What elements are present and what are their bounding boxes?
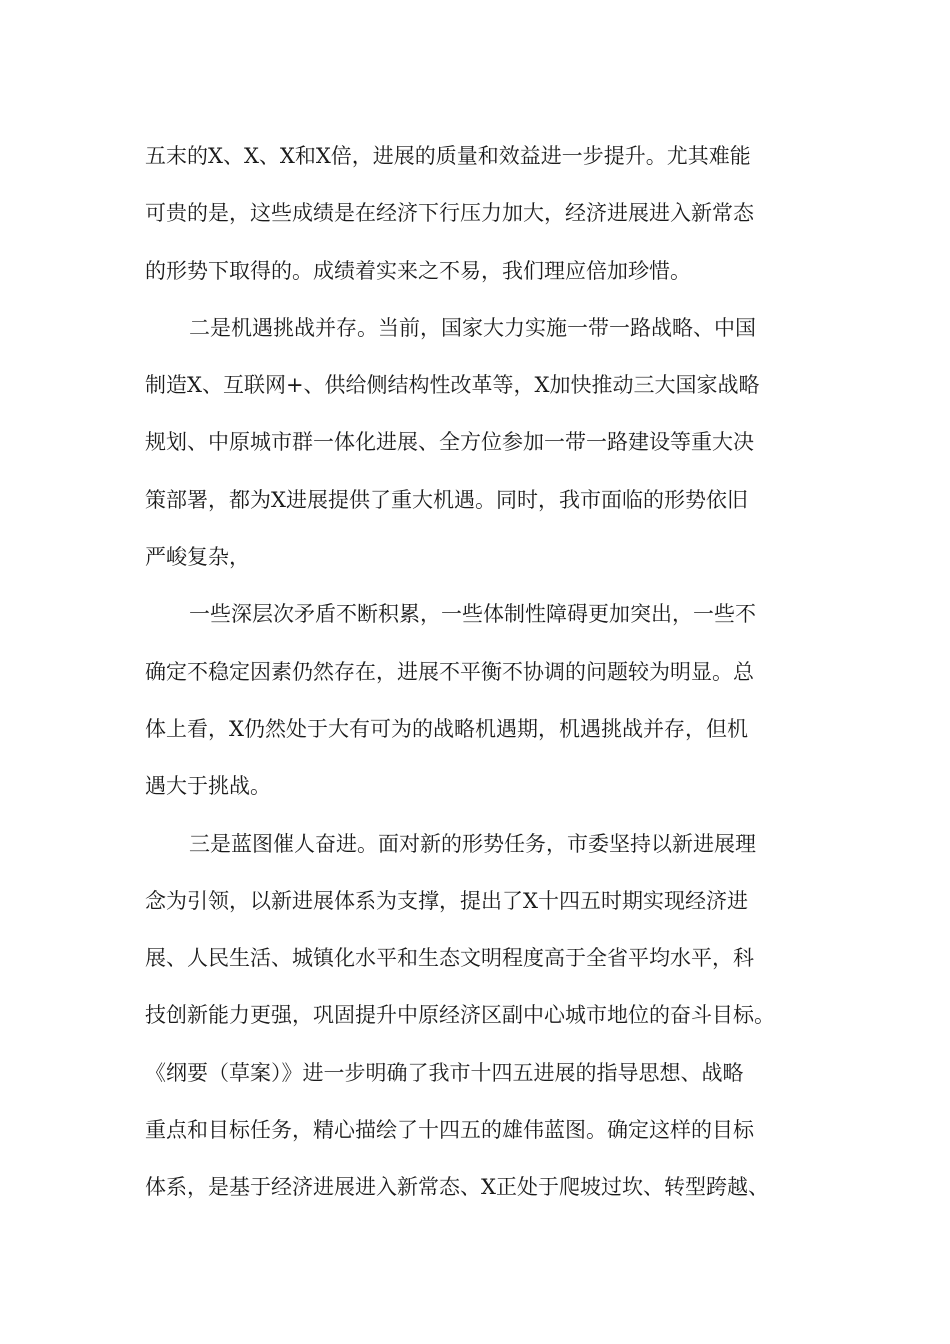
text-line: 策部署，都为X进展提供了重大机遇。同时，我市面临的形势依旧 — [145, 487, 748, 512]
text-line: 严峻复杂， — [145, 545, 250, 570]
text-line: 确定不稳定因素仍然存在，进展不平衡不协调的问题较为明显。总 — [145, 659, 754, 684]
text-line: 规划、中原城市群一体化进展、全方位参加一带一路建设等重大决 — [145, 430, 754, 455]
text-line: 遇大于挑战。 — [145, 774, 271, 799]
paragraph-start-line: 一些深层次矛盾不断积累，一些体制性障碍更加突出，一些不 — [189, 602, 756, 627]
document-body-text — [145, 128, 825, 1217]
text-line: 五末的X、X、X和X倍，进展的质量和效益进一步提升。尤其难能 — [145, 144, 751, 168]
text-line: 技创新能力更强，巩固提升中原经济区副中心城市地位的奋斗目标。 — [145, 1003, 775, 1028]
text-line: 重点和目标任务，精心描绘了十四五的雄伟蓝图。确定这样的目标 — [145, 1118, 754, 1143]
paragraph-start-line: 二是机遇挑战并存。当前，国家大力实施一带一路战略、中国 — [189, 315, 756, 340]
paragraph-start-line: 三是蓝图催人奋进。面对新的形势任务，市委坚持以新进展理 — [189, 831, 756, 856]
text-line: 的形势下取得的。成绩着实来之不易，我们理应倍加珍惜。 — [145, 258, 691, 283]
text-line: 可贵的是，这些成绩是在经济下行压力加大，经济进展进入新常态 — [145, 201, 754, 226]
text-line: 展、人民生活、城镇化水平和生态文明程度高于全省平均水平，科 — [145, 946, 754, 971]
text-line: 体上看，X仍然处于大有可为的战略机遇期，机遇挑战并存，但机 — [145, 716, 748, 741]
text-line: 《纲要（草案）》进一步明确了我市十四五进展的指导思想、战略 — [145, 1060, 744, 1085]
text-line: 制造X、互联网+、供给侧结构性改革等，X加快推动三大国家战略 — [145, 373, 760, 398]
text-line: 体系，是基于经济进展进入新常态、X正处于爬坡过坎、转型跨越、 — [145, 1175, 769, 1200]
text-line: 念为引领，以新进展体系为支撑，提出了X十四五时期实现经济进 — [145, 888, 748, 913]
